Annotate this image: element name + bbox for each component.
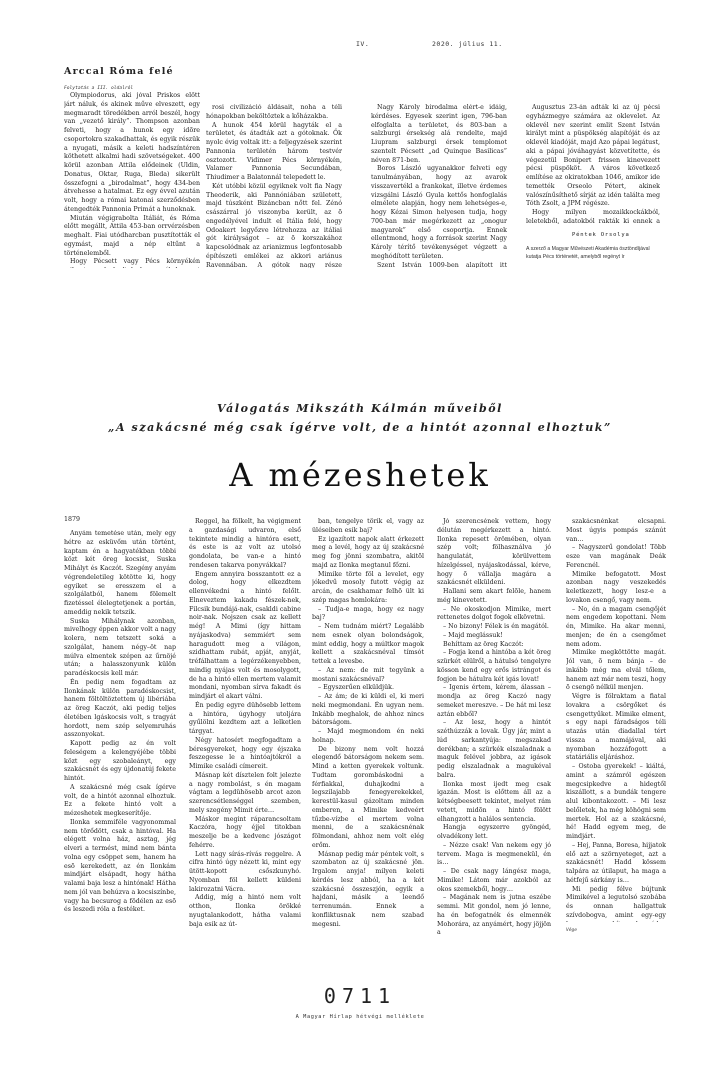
paragraph: Miután végigrabolta Itáliát, és Róma előtt megállt, Attila 453-ban orrvérzésben meghalt. Fiai utódharcban pusztították el egymást, majd a nép eltűnt a történelemből.: [64, 214, 200, 257]
paragraph: Végre is fölraktam a fiatal lovakra a csörgőket és csengettyűket. Mimike elment, s egy napi fáradságos téli utazás után diadallal tért vissza a mamájával, aki nyomban hozzáfogott a statáriális eljáráshoz.: [566, 693, 666, 762]
article-title: Arccal Róma felé: [64, 66, 174, 77]
paragraph: Addig, míg a hintó nem volt otthon, Ilonka örökké nyugtalankodott, hátha valami baja esik az út-: [189, 894, 301, 928]
end-mark: Vége: [566, 928, 578, 933]
paragraph: De bizony nem volt hozzá elegendő bátorságom nekem sem. Mind a ketten gyerekek voltunk. Tudtam gorombáskodni a férfiakkal, duhajkodni a legszilajabb fenegyerekekkel, kerestül-kasul gázoltam minden emberen, a Mimike kedveért tűzbe-vízbe el mertem volna menni, de a szakácsnénak fölmondani, ahhoz nem volt elég erőm.: [312, 745, 424, 849]
paragraph: – Fogja kend a hintóba a két öreg szürkét elülről, a hátulsó tengelyre kösson kend egy erős istrángot és fogjon be hátulra két igás lovat!: [437, 649, 551, 683]
paragraph: Reggel, ha fölkelt, ha végigment a gazdasági udvaron, első tekintete mindig a hintóra esett, és este is az volt az utolsó gondolata, be van-e a hintó rendesen takarva ponyvákkal?: [189, 518, 301, 569]
paragraph: ban, tengelye törik el, vagy az üléseiben esik baj?: [312, 518, 424, 534]
paragraph: Mimike befogatott. Most azonban nagy veszekedés keletkezett, hogy lesz-e a lovakon csengő, vagy nem.: [566, 570, 666, 604]
paragraph: – Nagyszerű gondolat! Több esze van magának Deák Ferencnél.: [566, 544, 666, 569]
article-column-3: [371, 104, 507, 268]
story-column-1: [64, 530, 176, 948]
paragraph: Két utóbbi közül egyiknek volt fia Nagy Theoderik, aki Pannóniában született, majd túszként Bizáncban nőtt fel. Zénó császárral jó viszonyba került, az õ engedélyével indult el Itália felé, hogy Odoakert legyőzve létrehozza az itáliai gót királyságot – az õ korszakához kapcsolódnak az arianizmus legfontosabb építészeti emlékei az akkori ariánus Ravennában. A gótok nagy része: [206, 182, 342, 268]
paragraph: – Az nem: de mit tegyünk a mostani szakácsnéval?: [312, 666, 424, 683]
paragraph: A szakácsné még csak ígérve volt, de a hintót azonnal elhoztuk. Ez a fekete hintó volt a mézeshetek megkeserítője.: [64, 783, 176, 817]
paragraph: Engem annyira bosszantott ez a dolog, hogy elkezdtem ellenvékedni a hintó felőlt. Elneveztem kakadu fészek-nek, Filcsik bundájá-nak, csakldi cabine noir-nak. Nojszen csak az kellett még! A Mimi (így hittam nyájaskodva) semmiért sem haragudott meg a világon, szidhattam rubát, apját, anyját, tréfálhattam a legérzékenyebben, mindig nyájas volt és mosolygott, de ha a hintó ellen mertem valamit mondani, nyomban sírva fakadt és mindjárt el akart válni.: [189, 570, 301, 700]
paragraph: Én pedig nem fogadtam az Ilonkának külön paradéskocsist, hanem föltöltöztettem új libériába az öreg Kaczót, aki pedig teljes életében lgáskocsis volt, s tragyát hordott, nem szép selyemruhás asszonyokat.: [64, 678, 176, 739]
paragraph: Hallani sem akart felõle, hanem még kinevetett.: [437, 588, 551, 604]
paragraph: Kapott pedig az én volt feleségem a kelengyéjébe többi közt egy szobaleányt, egy szakácsnét és egy újdonatúj fekete hintót.: [64, 740, 176, 782]
paragraph: – Majd meglássuk!: [443, 631, 503, 639]
article-column-2: [206, 104, 342, 268]
article-author: Péntek Orsolya: [572, 232, 630, 238]
paragraph: – Igenis értem, kérem, álassan – mondja az öreg Kaczó nagy semeket mereszve. – De hát mi lesz aztán ebből?: [437, 684, 551, 718]
paragraph: – Magának nem is jutna eszébe semmi. Mit gondol, nem jó lenne, ha én befogatnék és elmennék Mohorára, az anyámért, hogy jöjjön a: [437, 894, 551, 937]
paragraph: Ilonka most ijedt meg csak igazán. Most is előttem áll az a kétségbeesett tekintet, melyet rám vetett, midõn a hintó fölött elhangzott a halálos sentencia.: [437, 780, 551, 823]
paragraph: Hogy Pécsett vagy Pécs környékén: [70, 258, 200, 266]
paragraph: Szent István 1009-ben alapított itt: [377, 261, 507, 268]
paragraph: szakácsnénkat elcsapni. Most úgyis pompás szánút van…: [566, 518, 666, 543]
story-column-2: [189, 518, 301, 948]
paragraph: Én pedig egyre dühösebb lettem a hintóra, úgyhogy utoljára gyűlölni kezdtem azt a lelketlen tárgyat.: [189, 701, 301, 735]
paragraph: Négy hatosért megfogadtam a béresgyereket, hogy egy éjszaka feszegesse le a hintóajtókról a Mimike családi címereit.: [189, 736, 301, 770]
pull-quote: „A szakácsné még csak ígérve volt, de a hintót azonnal elhoztuk”: [108, 421, 612, 434]
issue-date: 2020. július 11.: [432, 40, 503, 48]
paragraph: – No bizony! Félek is én magától.: [443, 623, 549, 630]
paragraph: Behíttam az öreg Kaczót:: [443, 640, 524, 648]
paragraph: Másnap két dísztelen folt jelezte a nagy rombolást, s én magam vágtam a legdühösebb arcot azon szerencsétlenséggel szemben, mely szegény Mimit érte…: [189, 771, 301, 814]
paragraph: – Hej, Panna, Boresa, hijjatok elő azt a szörnyeteget, azt a szakácsnét! Hadd kössem talpára az útilaput, ha maga a hétfejű sárkány is…: [566, 841, 666, 884]
paragraph: – Ostoba gyerekek! – kiáltá, amint a számról egészen megcsipkedve a hidegtől kiszállott, s a bundák tengere alul kibontakozott. – Mi lesz belőletek, ha még köhögni sem mertek. Hol az a szakácsné, hé! Hadd egyem meg, de mindjárt.: [566, 763, 666, 840]
folio-number: 0711: [323, 984, 397, 1008]
paragraph: Olympiodorus, aki jóval Priskos előtt járt náluk, és akinek műve elveszett, egy megmaradt töredékben arról beszél, hogy van „vezető király”. Thompson azonban felveti, hogy a hunok egy idõre csoportokra szakadhattak, és egyik részük a nyugati, másik a keleti hadszíntéren köthetett alkalmi hadi szövetségeket. 400 körül azonban Attila elődeinek (Uldin, Donatus, Oktar, Ruga, Bleda) sikerült összefogni a „birodalmat”, hogy 434-ben átvehesse a hatalmat. Ez egy évvel azután volt, hogy a római katonai szerződésben átengedték Pannonia Primát a hunoknak.: [64, 92, 200, 213]
paragraph: Ilonka semmiféle vagyonommal nem törődött, csak a hintóval. Ha elégett volna ház, asztag, jég elveri a termést, mind nem bánta volna egy csöppet sem, hanem ha esõ kerekedett, az én Ilonkám mindjárt elsápadt, hogy hátha valami baja lesz a hintónak! Hátha nem jól van behúzva a kocsiszínbe, vagy ha becsurog a födélen az esõ és leszedi róla a festéket.: [64, 818, 176, 914]
paragraph: – De csak nagy lángész maga, Mimike! Látom már azokból az okos szemekből, hogy…: [437, 868, 551, 893]
paragraph: Lett nagy sírás-rívás reggelre. A cifra hintó úgy nézett ki, mint egy ütött-kopott csőszkunyhó. Nyomban föl kellett küldeni lakirozatni Vácra.: [189, 850, 301, 893]
paragraph: – Az lesz, hogy a hintót széthúzzák a lovak. Úgy jár, mint a lúd sarkantyúja: megszakad derékban; a szürkék elszaladnak a maguk felével jobbra, az igások pedig elszaladnak a magukéval balra.: [437, 719, 551, 779]
article-column-4: [526, 104, 660, 224]
paragraph: – Nézze csak! Van nekem egy jó tervem. Maga is megmenekül, én is…: [437, 841, 551, 867]
story-year: 1879: [64, 516, 81, 523]
paragraph: Anyám temetése után, mely egy hétre az esküvőm után történt, kaptam én a hagyatékban többi közt két öreg kocsist, Suska Mihályt és Kaczót. Szegény anyám végrendeletileg kötötte ki, hogy egyiket se eresszem el a szolgálatból, hanem fölemelt fizetéssel élelegtetjenek a portán, ameddig nekik tetszik.: [64, 530, 176, 616]
paragraph: Boros László ugyanakkor felveti egy tanulmányában, hogy az avarok visszavertékl a frankokat, illetve érdemes vizsgálni László Gyula kettős honfoglalás elmélete alapján, hogy nem lehetséges-e, hogy Kézai Simon helyesen tudja, hogy 700-ban már megérkezett az „onogur magyarok” első csoportja. Ennek ellentmond, hogy a források szerint Nagy Károly térítő tevékenységet végzett a meghódított területen.: [371, 165, 507, 260]
paragraph: – Ne okoskodjon Mimike, mert rettenetes dolgot fogok elkövetni.: [437, 605, 551, 622]
paragraph: Mimike megköttötte magát. Jól van, õ nem bánja – de inkább még ma elvál tőlem, hanem azt már nem teszi, hogy õ csengõ nélkül menjen.: [566, 649, 666, 692]
paragraph: – No, én a magam csengőjét nem engedem kopottani. Nem én, Mimike. Ha akar menni, menjen; de én a csengőmet nem adom.: [566, 605, 666, 648]
paragraph: Augusztus 23-án adták ki az új pécsi egyházmegye számára az oklevelet. Az oklevél nev szerint emlit Szent István királyt mint a püspökség alapítóját és az oklevél kiadóját, majd Azo pápai legátust, aki a pápai jóváhagyást közvetítette, és végezetül Bonipert frissen kinevezett pécsi püspököt. A város következő említése az okiratokban 1046, amikor ide temették Orseolo Pétert, akinek valószínűsíthető sírját az idén találta meg Tóth Zsolt, a JPM régésze.: [526, 104, 660, 208]
paragraph: – Az ám; de ki küldi el, ki meri neki megmondani. Én ugyan nem. Inkább meghalok, de ahhoz nincs bátorságom.: [312, 693, 424, 727]
article-column-1: [64, 92, 200, 268]
paragraph: rosi civilizáció áldásait, noha a téli hónapokban beköltöztek a kőházakba.: [206, 104, 342, 120]
paragraph: Suska Mihálynak azonban, mivelhogy éppen akkor volt a nagy kolera, nem tetszett soká a szolgálat, hanem négy–öt nap múlva elmentek szépen az űrnöjé után; a halasszonyunk külön paradéskocsis kell már.: [64, 617, 176, 677]
paragraph: – Egyszerűen elküldjük.: [318, 684, 394, 692]
story-title: A mézeshetek: [229, 456, 491, 494]
paragraph: Hangja egyszerre gyöngéd, olvadékony lett.: [437, 824, 551, 840]
series-heading: Válogatás Mikszáth Kálmán műveiből: [217, 402, 503, 415]
paragraph: Nagy Károly birodalma elért-e idáig, kérdéses. Egyesek szerint igen, 796-ban elfoglalta a területet, és 803-ban a salzburgi érsekség alá rendelte, majd Liupram salzburgi érsek templomot szentelt Pécsett „ad Quinque Basilicas” néven 871-ben.: [371, 104, 507, 164]
paragraph: – Majd megmondom én neki holnap.: [312, 728, 424, 744]
story-column-4: [437, 518, 551, 948]
paragraph: Mi pedig félve bújtunk Mimikével a legutolsó szobába és onnan hallgattuk szívdobogva, amint egy-egy: [566, 885, 666, 919]
story-column-5: [566, 518, 666, 922]
paragraph: Másnap pedig már péntek volt, s szombaton az új szakácsné jön. Irgalom anyja! milyen keleti kérdés lesz abból, ha a két szakácsné összeszjón, egyik a hajdani, másik a leendő terrenumán. Ennek a konfliktusnak nem szabad megesni.: [312, 850, 424, 928]
paragraph: Hogy milyen mozaikkockákból, leletekből, adatokból rakták ki ennek a: [526, 209, 660, 224]
paragraph: Jó szerencsének vettem, hogy délután megérkezett a hintó. Ilonka repesett örömében, olyan szép volt; fölhasználva jó hangulatát, körülvettem hízelgéssel, nyájaskodással, kérve, hogy õ vállalja magára a szakácsnét elküldeni.: [437, 518, 551, 587]
paragraph: A hunok 454 körül hagyták el a területet, és átadták azt a gótoknak. Ők nyolc évig voltak itt: a feljegyzések szerint Pannonia területén három testvér osztozott. Vidimer Pécs környékén, Valamer Pannonia Secundában, Thiudimer a Balatonnál telepedett le.: [206, 121, 342, 181]
continuation-note: Folytatás a III. oldalról: [64, 86, 134, 91]
supplement-line: A Magyar Hírlap hétvégi melléklete: [295, 1014, 425, 1020]
paragraph: Máskor megint ráparancsoltam Kaczóra, hogy éjjel titokban meszelje be a kedvenc jószágot fehérre.: [189, 815, 301, 849]
paragraph: Mimike törte föl a levelet, egy jókedvű mosoly futott végig az arcán, de csakhamar felhõ ült ki szép magas homlokára:: [312, 570, 424, 604]
paragraph: Ez igazított napok alatt érkezett meg a levél, hogy az új szakácsné meg fog jönni szombatra, akitõl majd az Ilonka megtanul főzni.: [312, 535, 424, 569]
paragraph: – Nem tudnám miért? Legalább nem esnek olyan bolondságok, mint eddig, hogy a múltkor magok kellett a szakácsnéval tímsót tettek a levesbe.: [312, 623, 424, 665]
story-column-3: [312, 518, 424, 948]
page-number: IV.: [356, 40, 370, 48]
paragraph: – Tudja-e maga, hogy ez nagy baj?: [312, 605, 424, 622]
author-caption: A szerző a Magyar Művészeti Akadémia ösztöndíjával kutatja Pécs történetét, amelyből regényt ír: [526, 246, 650, 260]
